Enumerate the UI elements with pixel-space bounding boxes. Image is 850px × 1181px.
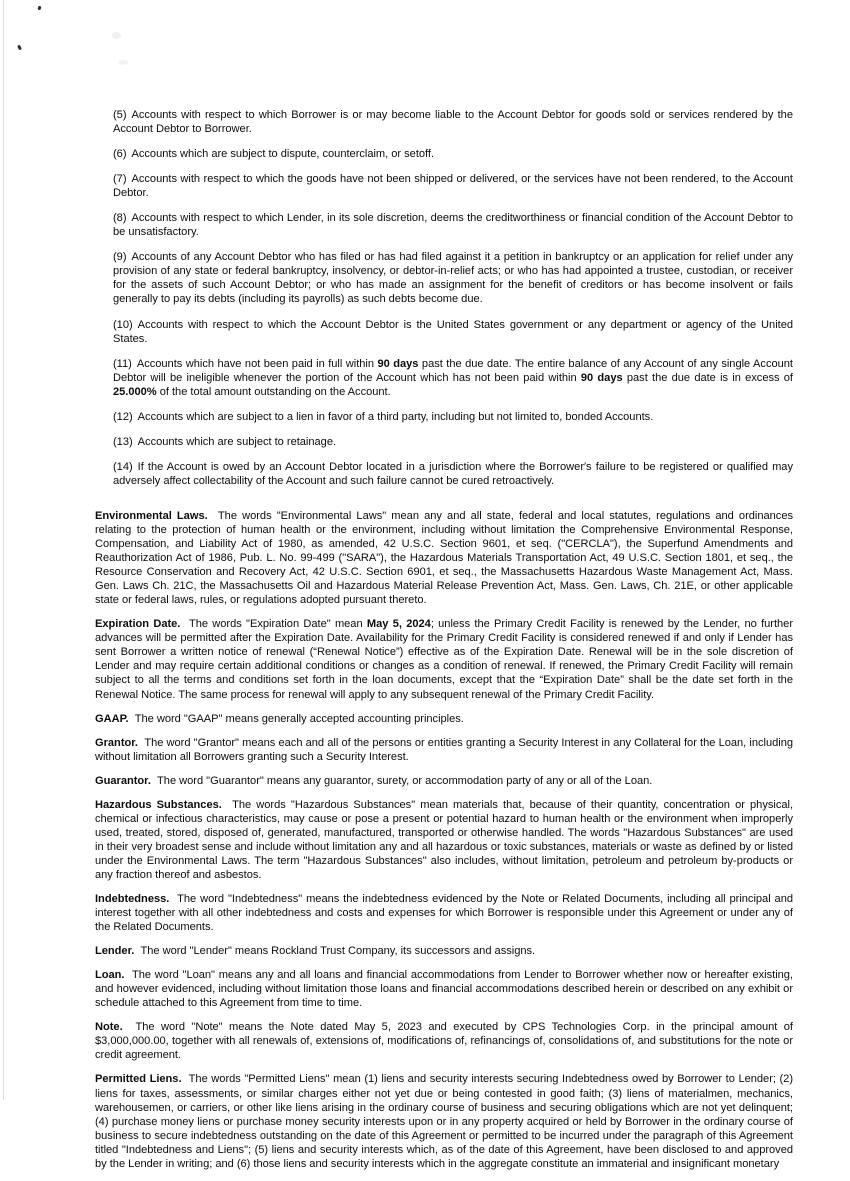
definition-body: The words "Permitted Liens" mean (1) liens and security interests securing Indebtedness owed by Borrower to Lender; (2) liens for taxes, assessments, or similar charges either not yet due or being contested in good faith; (3) liens of materialmen, mechanics, warehousemen, or carriers, or other like liens arising in the ordinary course of business and securing obligations which are not yet delinquent; (4) purchase money liens or purchase money security interests upon or in any property acquired or held by Borrower in the ordinary course of business to secure indebtedness outstanding on the date of this Agreement or permitted to be incurred under the paragraph of this Agreement titled "Indebtedness and Liens"; (5) liens and security interests which, as of the date of this Agreement, have been disclosed to and approved by the Lender in writing; and (6) those liens and security interests which in the aggregate constitute an immaterial and insignificant monetary (95, 1073, 794, 1170)
clause-number: (12) (113, 410, 133, 423)
definition-body: The word "GAAP" means generally accepted accounting principles. (134, 712, 464, 725)
clause-number: (8) (113, 212, 127, 225)
scan-edge-line (3, 0, 4, 1100)
clause-paragraph (95, 460, 793, 488)
body-text: past the due date is in excess of (622, 371, 793, 384)
definition-term: Lender. (95, 945, 135, 958)
definition-term: Expiration Date. (95, 618, 181, 631)
definition-body: The words "Environmental Laws" mean any and all state, federal and local statutes, regulations and ordinances relating to the protection of human health or the environment, including without limitation the Comprehensive Environmental Response, Compensation, and Liability Act of 1980, as amended, 42 U.S.C. Section 9601, et seq. ("CERCLA"), the Superfund Amendments and Reauthorization Act of 1986, Pub. L. No. 99-499 ("SARA"), the Hazardous Materials Transportation Act, 49 U.S.C. Section 1801, et seq., the Resource Conservation and Recovery Act, 42 U.S.C. Section 6901, et seq., the Massachusetts Hazardous Waste Management Act, Mass. Gen. Laws Ch. 21C, the Massachusetts Oil and Hazardous Material Release Prevention Act, Mass. Gen. Laws, Ch. 21E, or other applicable state or federal laws, rules, or regulations adopted pursuant thereto. (95, 509, 793, 607)
clause-number: (6) (113, 148, 127, 161)
term-body-gap (169, 893, 177, 905)
document-page (95, 108, 793, 1181)
clause-paragraph (95, 172, 793, 200)
definition-paragraph (95, 892, 793, 934)
term-body-gap (222, 799, 232, 811)
definition-paragraph (95, 617, 793, 701)
definition-term: Hazardous Substances. (95, 798, 222, 811)
clause-paragraph (95, 357, 793, 399)
clause-paragraph (95, 147, 793, 161)
definition-body: The word "Lender" means Rockland Trust Company, its successors and assigns. (140, 945, 536, 958)
clause-paragraph (95, 211, 793, 239)
definition-term: Environmental Laws. (95, 509, 208, 522)
clause-paragraph (95, 318, 793, 346)
scan-speck (37, 6, 41, 11)
term-body-gap (180, 618, 189, 630)
emphasized-text: May 5, 2024 (366, 618, 431, 631)
clause-paragraph (95, 108, 793, 136)
clause-text: Accounts with respect to which the Account Debtor is the United States government or any department or agency of the United States. (113, 318, 793, 345)
clause-text: Accounts with respect to which the goods have not been shipped or delivered, or the services have not been rendered, to the Account Debtor. (113, 173, 793, 200)
clause-number: (7) (113, 173, 127, 186)
definition-paragraph (95, 736, 793, 764)
definition-term: Guarantor. (95, 774, 151, 787)
scan-speck (17, 45, 22, 51)
clause-text: Accounts which are subject to a lien in favor of a third party, including but not limited to, bonded Accounts. (137, 410, 654, 423)
definition-body: The word "Indebtedness" means the indebtedness evidenced by the Note or Related Documents, including all principal and interest together with all other indebtedness and costs and expenses for which Borrower is responsible under this Agreement or under any of the Related Documents. (95, 893, 793, 934)
body-text: The words "Expiration Date" mean (188, 618, 367, 631)
scan-smudge (118, 60, 128, 65)
body-text: ; unless the Primary Credit Facility is renewed by the Lender, no further advances will be permitted after the Expiration Date. Availability for the Primary Credit Facility is considered renewed if and only if Lender has sent Borrower a written notice of renewal (“Renewal Notice”) effective as of the Expiration Date. Renewal will be in the sole discretion of Lender and may require certain additional conditions or changes as a condition of renewal. If renewed, the Primary Credit Facility will remain subject to all the terms and conditions set forth in the loan documents, except that the “Expiration Date” shall be the date set forth in the Renewal Notice. The same process for renewal will apply to any subsequent renewal of the Primary Credit Facility. (95, 618, 794, 701)
body-text: past the due date. The entire balance of any Account of any single Account Debtor will be ineligible whenever the portion of the Account which has not been paid within (113, 357, 793, 384)
clause-paragraph (95, 410, 793, 424)
clause-text: Accounts which are subject to dispute, counterclaim, or setoff. (131, 148, 435, 161)
clause-paragraph (95, 250, 793, 306)
clause-number: (9) (113, 251, 127, 264)
definition-paragraph (95, 798, 793, 882)
definitions-list (95, 509, 793, 1171)
clause-text: Accounts with respect to which Lender, in its sole discretion, deems the creditworthiness or financial condition of the Account Debtor to be unsatisfactory. (113, 212, 793, 239)
definition-paragraph (95, 1020, 793, 1062)
definition-body: The word "Guarantor" means any guarantor, surety, or accommodation party of any or all of the Loan. (157, 774, 653, 787)
body-text: of the total amount outstanding on the Account. (156, 385, 391, 398)
term-body-gap (124, 969, 132, 981)
term-body-gap (123, 1021, 136, 1033)
definition-term: Permitted Liens. (95, 1073, 182, 1086)
clause-number: (13) (113, 435, 133, 448)
emphasized-text: 90 days (377, 357, 419, 370)
emphasized-text: 25.000% (113, 385, 157, 398)
clause-number: (10) (113, 318, 133, 331)
definition-term: Grantor. (95, 736, 138, 749)
definition-body: The words "Hazardous Substances" mean materials that, because of their quantity, concentration or physical, chemical or infectious characteristics, may cause or pose a present or potential hazard to human health or the environment when improperly used, treated, stored, disposed of, generated, manufactured, transported or otherwise handled. The words "Hazardous Substances" are used in their very broadest sense and include without limitation any and all hazardous or toxic substances, materials or waste as defined by or listed under the Environmental Laws. The term "Hazardous Substances" also includes, without limitation, petroleum and petroleum by-products or any fraction thereof and asbestos. (95, 798, 794, 881)
clause-text: Accounts of any Account Debtor who has filed or has had filed against it a petition in bankruptcy or an application for relief under any provision of any state or federal bankruptcy, insolvency, or debtor-in-relief acts; or who has had appointed a trustee, custodian, or receiver for the assets of such Account Debtor; or who has made an assignment for the benefit of creditors or has become insolvent or fails generally to pay its debts (including its payrolls) as such debts become due. (113, 251, 793, 306)
definition-paragraph (95, 968, 793, 1010)
definition-paragraph (95, 944, 793, 958)
scan-smudge (112, 32, 121, 39)
term-body-gap (208, 510, 218, 522)
definition-paragraph (95, 774, 793, 788)
clause-text: Accounts which are subject to retainage. (137, 435, 337, 448)
definition-term: Loan. (95, 969, 125, 982)
body-text: Accounts which have not been paid in full within (136, 357, 378, 370)
clause-paragraph (95, 435, 793, 449)
term-body-gap (182, 1073, 189, 1085)
ineligible-accounts-clause-list (95, 108, 793, 488)
definition-term: GAAP. (95, 712, 129, 725)
clause-number: (14) (113, 460, 133, 473)
definition-body: The word "Grantor" means each and all of the persons or entities granting a Security Interest in any Collateral for the Loan, including without limitation all Borrowers granting such a Security Interest. (95, 736, 793, 763)
definition-term: Indebtedness. (95, 893, 170, 906)
clause-number: (11) (113, 357, 132, 370)
clause-text: Accounts with respect to which Borrower is or may become liable to the Account Debtor for goods sold or services rendered by the Account Debtor to Borrower. (113, 109, 793, 136)
definition-body: The word "Note" means the Note dated May 5, 2023 and executed by CPS Technologies Corp. in the principal amount of $3,000,000.00, together with all renewals of, extensions of, modifications of, refinancings of, consolidations of, and substitutions for the note or credit agreement. (95, 1021, 793, 1062)
definition-body: The word "Loan" means any and all loans and financial accommodations from Lender to Borrower whether now or hereafter existing, and however evidenced, including without limitation those loans and financial accommodations described herein or described on any exhibit or schedule attached to this Agreement from time to time. (95, 969, 793, 1010)
clause-text: If the Account is owed by an Account Debtor located in a jurisdiction where the Borrower′s failure to be registered or qualified may adversely affect collectability of the Account and such failure cannot be cured retroactively. (113, 460, 793, 487)
definition-paragraph (95, 712, 793, 726)
clause-number: (5) (113, 109, 127, 121)
definition-term: Note. (95, 1021, 123, 1034)
emphasized-text: 90 days (580, 371, 623, 384)
definition-paragraph (95, 1072, 793, 1170)
definition-paragraph (95, 509, 793, 607)
